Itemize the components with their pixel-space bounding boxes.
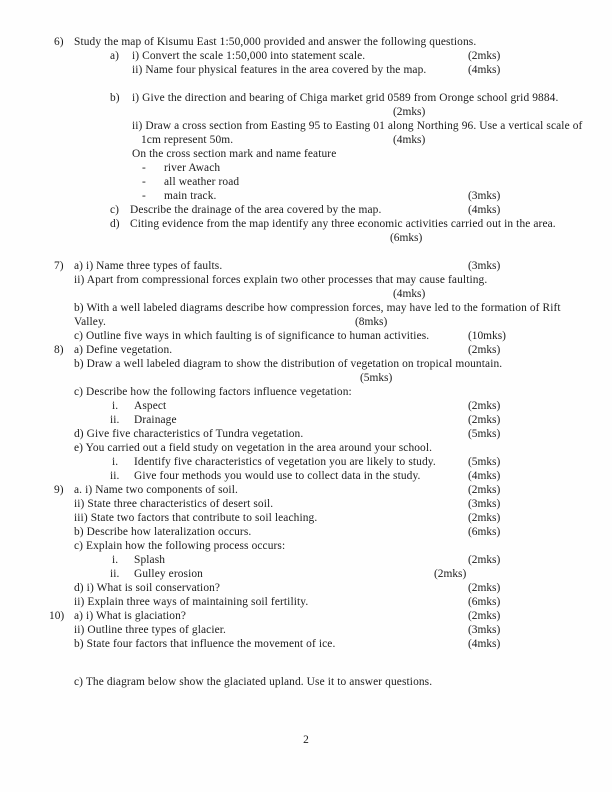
question-8c-ii-text: Drainage: [134, 414, 177, 426]
question-7b-marks: (8mks): [355, 316, 388, 328]
question-9b-text: b) Describe how lateralization occurs.: [74, 526, 252, 538]
question-9a-iii-text: iii) State two factors that contribute to soil leaching.: [74, 512, 318, 524]
question-8e-ii-text: Give four methods you would use to collect data in the study.: [134, 470, 421, 482]
question-9d-i-marks: (2mks): [468, 582, 501, 594]
question-6b-ii-marks: (4mks): [393, 134, 426, 146]
question-9a-ii-marks: (3mks): [468, 498, 501, 510]
question-9c-ii-marks: (2mks): [434, 568, 467, 580]
question-6b-ii-text-line2: 1cm represent 50m.: [141, 134, 234, 146]
question-6-stem: Study the map of Kisumu East 1:50,000 provided and answer the following questions.: [74, 36, 477, 48]
dash-bullet-icon: -: [142, 190, 146, 202]
question-6b-feature-3: main track.: [164, 190, 217, 202]
question-8e-text: e) You carried out a field study on vegetation in the area around your school.: [74, 442, 433, 454]
question-10a-i-marks: (2mks): [468, 610, 501, 622]
question-6b-i-text: i) Give the direction and bearing of Chiga market grid 0589 from Oronge school grid 9884.: [132, 92, 559, 104]
question-8e-i-marks: (5mks): [468, 456, 501, 468]
question-6c-label: c): [110, 204, 120, 216]
question-6c-text: Describe the drainage of the area covered by the map.: [130, 204, 382, 216]
question-9a-i-marks: (2mks): [468, 484, 501, 496]
question-7-number: 7): [54, 260, 64, 272]
question-7a-ii-text: ii) Apart from compressional forces explain two other processes that may cause faulting.: [74, 274, 488, 286]
question-8e-ii-roman: ii.: [110, 470, 120, 482]
question-6c-marks: (4mks): [468, 204, 501, 216]
question-8c-i-marks: (2mks): [468, 400, 501, 412]
question-6b-feature-1: river Awach: [164, 162, 221, 174]
question-6d-label: d): [110, 218, 120, 230]
question-9d-i-text: d) i) What is soil conservation?: [74, 582, 221, 594]
question-9a-i-text: a. i) Name two components of soil.: [74, 484, 238, 496]
question-6-number: 6): [54, 36, 64, 48]
question-9d-ii-text: ii) Explain three ways of maintaining soil fertility.: [74, 596, 309, 608]
question-10a-ii-text: ii) Outline three types of glacier.: [74, 624, 227, 636]
question-9c-text: c) Explain how the following process occurs:: [74, 540, 286, 552]
question-6b-ii-text-line1: ii) Draw a cross section from Easting 95 to Easting 01 along Northing 96. Use a vertical scale of: [132, 120, 583, 132]
question-10c-text: c) The diagram below show the glaciated upland. Use it to answer questions.: [74, 676, 433, 688]
question-8d-marks: (5mks): [468, 428, 501, 440]
question-6d-marks: (6mks): [390, 232, 423, 244]
question-8c-text: c) Describe how the following factors influence vegetation:: [74, 386, 352, 398]
question-6b-i-marks: (2mks): [393, 106, 426, 118]
question-6b-feature-2: all weather road: [164, 176, 240, 188]
question-8-number: 8): [54, 344, 64, 356]
question-8c-i-text: Aspect: [134, 400, 167, 412]
question-9c-i-text: Splash: [134, 554, 166, 566]
question-10a-i-text: a) i) What is glaciation?: [74, 610, 187, 622]
question-10-number: 10): [49, 610, 65, 622]
question-8c-ii-roman: ii.: [110, 414, 120, 426]
page-number: 2: [303, 734, 309, 746]
question-8b-marks: (5mks): [360, 372, 393, 384]
question-10b-text: b) State four factors that influence the movement of ice.: [74, 638, 336, 650]
question-6a-label: a): [110, 50, 120, 62]
question-7a-ii-marks: (4mks): [393, 288, 426, 300]
question-6b-cross-section-note: On the cross section mark and name feature: [132, 148, 337, 160]
question-6d-text: Citing evidence from the map identify any three economic activities carried out in the area.: [130, 218, 556, 230]
question-8c-ii-marks: (2mks): [468, 414, 501, 426]
question-9c-ii-roman: ii.: [110, 568, 120, 580]
question-9a-iii-marks: (2mks): [468, 512, 501, 524]
question-9c-i-marks: (2mks): [468, 554, 501, 566]
question-7c-marks: (10mks): [468, 330, 506, 342]
question-8e-ii-marks: (4mks): [468, 470, 501, 482]
question-8e-i-roman: i.: [112, 456, 119, 468]
question-9c-ii-text: Gulley erosion: [134, 568, 203, 580]
question-8e-i-text: Identify five characteristics of vegetation you are likely to study.: [134, 456, 436, 468]
question-6b-feature-marks: (3mks): [468, 190, 501, 202]
question-6a-ii-marks: (4mks): [468, 64, 501, 76]
question-7c-text: c) Outline five ways in which faulting is of significance to human activities.: [74, 330, 430, 342]
question-10b-marks: (4mks): [468, 638, 501, 650]
question-9d-ii-marks: (6mks): [468, 596, 501, 608]
question-9c-i-roman: i.: [112, 554, 119, 566]
question-7b-text-line2: Valley.: [74, 316, 107, 328]
question-9b-marks: (6mks): [468, 526, 501, 538]
question-8a-text: a) Define vegetation.: [74, 344, 173, 356]
question-6a-i-text: i) Convert the scale 1:50,000 into statement scale.: [132, 50, 366, 62]
question-6a-i-marks: (2mks): [468, 50, 501, 62]
dash-bullet-icon: -: [142, 162, 146, 174]
question-6b-label: b): [110, 92, 120, 104]
question-8c-i-roman: i.: [112, 400, 119, 412]
question-9-number: 9): [54, 484, 64, 496]
question-8d-text: d) Give five characteristics of Tundra vegetation.: [74, 428, 304, 440]
question-10a-ii-marks: (3mks): [468, 624, 501, 636]
question-9a-ii-text: ii) State three characteristics of desert soil.: [74, 498, 274, 510]
question-8b-text: b) Draw a well labeled diagram to show the distribution of vegetation on tropical mountain.: [74, 358, 503, 370]
question-8a-marks: (2mks): [468, 344, 501, 356]
question-6a-ii-text: ii) Name four physical features in the area covered by the map.: [132, 64, 427, 76]
question-7b-text-line1: b) With a well labeled diagrams describe how compression forces, may have led to the formation of Rift: [74, 302, 561, 314]
question-7a-i-marks: (3mks): [468, 260, 501, 272]
dash-bullet-icon: -: [142, 176, 146, 188]
question-7a-i-text: a) i) Name three types of faults.: [74, 260, 223, 272]
